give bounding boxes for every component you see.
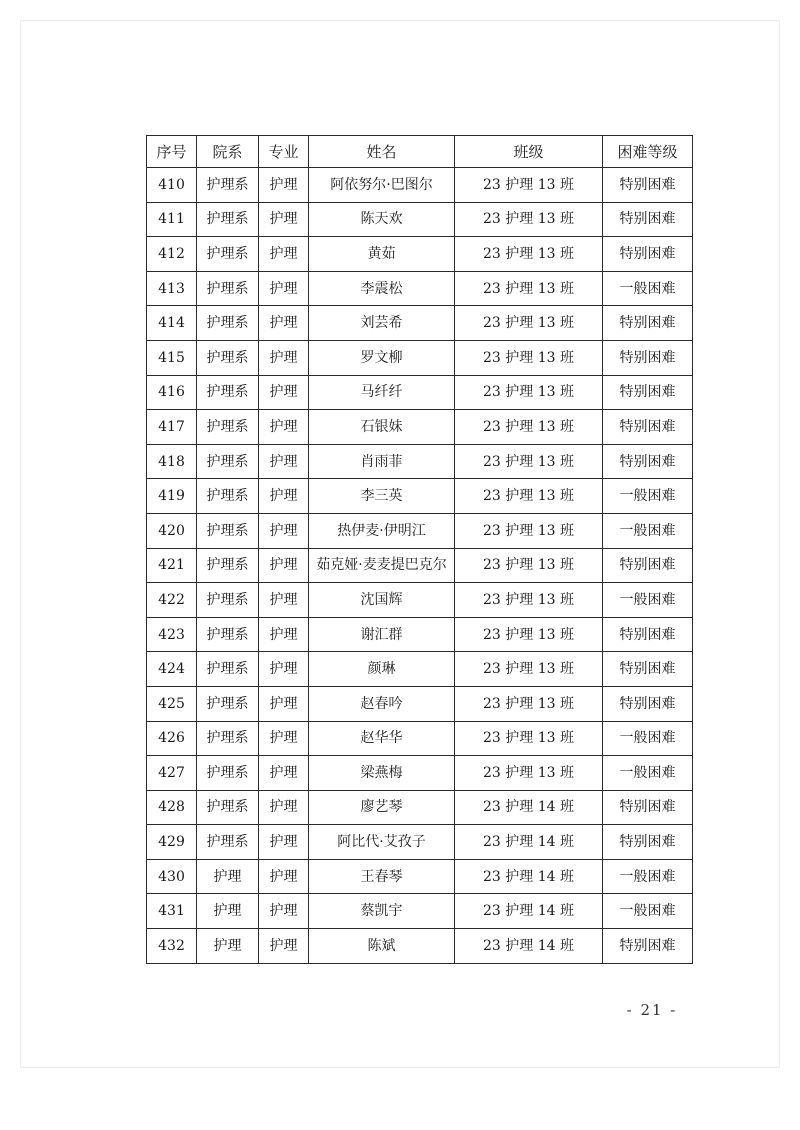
table-row xyxy=(147,894,693,929)
cell-major: 护理 xyxy=(259,375,309,410)
document-page xyxy=(20,20,780,1068)
cell-department: 护理系 xyxy=(197,790,259,825)
cell-difficulty-level: 特别困难 xyxy=(603,306,693,341)
cell-difficulty-level: 特别困难 xyxy=(603,825,693,860)
cell-difficulty-level: 一般困难 xyxy=(603,513,693,548)
cell-class: 23 护理 13 班 xyxy=(455,513,603,548)
cell-major: 护理 xyxy=(259,686,309,721)
cell-department: 护理系 xyxy=(197,652,259,687)
cell-name: 颜琳 xyxy=(309,652,455,687)
cell-class: 23 护理 13 班 xyxy=(455,479,603,514)
table-row xyxy=(147,202,693,237)
cell-major: 护理 xyxy=(259,859,309,894)
cell-serial-number: 414 xyxy=(147,306,197,341)
cell-difficulty-level: 一般困难 xyxy=(603,859,693,894)
cell-department: 护理系 xyxy=(197,617,259,652)
cell-serial-number: 420 xyxy=(147,513,197,548)
cell-department: 护理系 xyxy=(197,340,259,375)
table-row xyxy=(147,479,693,514)
cell-department: 护理系 xyxy=(197,825,259,860)
cell-name: 蔡凯宇 xyxy=(309,894,455,929)
cell-name: 陈斌 xyxy=(309,929,455,964)
table-body xyxy=(147,168,693,964)
cell-major: 护理 xyxy=(259,306,309,341)
cell-serial-number: 424 xyxy=(147,652,197,687)
cell-serial-number: 432 xyxy=(147,929,197,964)
cell-department: 护理系 xyxy=(197,444,259,479)
cell-department: 护理系 xyxy=(197,271,259,306)
cell-difficulty-level: 一般困难 xyxy=(603,756,693,791)
table-row xyxy=(147,790,693,825)
cell-name: 阿依努尔·巴图尔 xyxy=(309,168,455,203)
cell-major: 护理 xyxy=(259,479,309,514)
cell-department: 护理系 xyxy=(197,548,259,583)
cell-class: 23 护理 13 班 xyxy=(455,271,603,306)
cell-class: 23 护理 13 班 xyxy=(455,548,603,583)
cell-difficulty-level: 特别困难 xyxy=(603,652,693,687)
cell-class: 23 护理 13 班 xyxy=(455,444,603,479)
cell-major: 护理 xyxy=(259,721,309,756)
cell-name: 茹克娅·麦麦提巴克尔 xyxy=(309,548,455,583)
cell-class: 23 护理 13 班 xyxy=(455,721,603,756)
cell-department: 护理系 xyxy=(197,237,259,272)
cell-name: 廖艺琴 xyxy=(309,790,455,825)
header-difficulty-level: 困难等级 xyxy=(603,136,693,168)
cell-serial-number: 416 xyxy=(147,375,197,410)
cell-serial-number: 431 xyxy=(147,894,197,929)
cell-serial-number: 419 xyxy=(147,479,197,514)
cell-difficulty-level: 特别困难 xyxy=(603,375,693,410)
cell-name: 谢汇群 xyxy=(309,617,455,652)
cell-department: 护理系 xyxy=(197,686,259,721)
cell-serial-number: 429 xyxy=(147,825,197,860)
cell-major: 护理 xyxy=(259,340,309,375)
cell-major: 护理 xyxy=(259,237,309,272)
cell-major: 护理 xyxy=(259,548,309,583)
cell-name: 石银妹 xyxy=(309,410,455,445)
cell-serial-number: 426 xyxy=(147,721,197,756)
cell-name: 肖雨菲 xyxy=(309,444,455,479)
cell-difficulty-level: 特别困难 xyxy=(603,686,693,721)
cell-class: 23 护理 14 班 xyxy=(455,894,603,929)
table-row xyxy=(147,825,693,860)
cell-difficulty-level: 特别困难 xyxy=(603,790,693,825)
cell-class: 23 护理 13 班 xyxy=(455,686,603,721)
cell-major: 护理 xyxy=(259,410,309,445)
cell-name: 罗文柳 xyxy=(309,340,455,375)
table-header-row xyxy=(147,136,693,168)
table-row xyxy=(147,721,693,756)
cell-department: 护理系 xyxy=(197,583,259,618)
cell-difficulty-level: 特别困难 xyxy=(603,929,693,964)
cell-name: 黄茹 xyxy=(309,237,455,272)
cell-department: 护理系 xyxy=(197,202,259,237)
header-department: 院系 xyxy=(197,136,259,168)
cell-serial-number: 423 xyxy=(147,617,197,652)
header-class: 班级 xyxy=(455,136,603,168)
cell-serial-number: 417 xyxy=(147,410,197,445)
cell-name: 梁燕梅 xyxy=(309,756,455,791)
cell-serial-number: 425 xyxy=(147,686,197,721)
page-number: - 21 - xyxy=(626,1001,678,1019)
cell-major: 护理 xyxy=(259,617,309,652)
cell-difficulty-level: 特别困难 xyxy=(603,202,693,237)
cell-serial-number: 415 xyxy=(147,340,197,375)
table-row xyxy=(147,756,693,791)
cell-name: 赵华华 xyxy=(309,721,455,756)
cell-major: 护理 xyxy=(259,583,309,618)
cell-difficulty-level: 特别困难 xyxy=(603,444,693,479)
cell-name: 王春琴 xyxy=(309,859,455,894)
cell-department: 护理系 xyxy=(197,410,259,445)
cell-class: 23 护理 13 班 xyxy=(455,410,603,445)
table-row xyxy=(147,168,693,203)
cell-department: 护理系 xyxy=(197,168,259,203)
cell-major: 护理 xyxy=(259,894,309,929)
table-row xyxy=(147,513,693,548)
cell-difficulty-level: 一般困难 xyxy=(603,479,693,514)
table-row xyxy=(147,306,693,341)
cell-class: 23 护理 13 班 xyxy=(455,237,603,272)
cell-major: 护理 xyxy=(259,444,309,479)
table-row xyxy=(147,340,693,375)
cell-serial-number: 427 xyxy=(147,756,197,791)
cell-difficulty-level: 一般困难 xyxy=(603,583,693,618)
cell-department: 护理系 xyxy=(197,513,259,548)
cell-difficulty-level: 特别困难 xyxy=(603,548,693,583)
cell-class: 23 护理 14 班 xyxy=(455,825,603,860)
header-name: 姓名 xyxy=(309,136,455,168)
cell-department: 护理系 xyxy=(197,375,259,410)
cell-department: 护理 xyxy=(197,894,259,929)
cell-serial-number: 412 xyxy=(147,237,197,272)
cell-serial-number: 411 xyxy=(147,202,197,237)
cell-difficulty-level: 特别困难 xyxy=(603,237,693,272)
cell-name: 李震松 xyxy=(309,271,455,306)
table-row xyxy=(147,375,693,410)
cell-serial-number: 421 xyxy=(147,548,197,583)
cell-major: 护理 xyxy=(259,271,309,306)
cell-major: 护理 xyxy=(259,790,309,825)
cell-class: 23 护理 13 班 xyxy=(455,617,603,652)
cell-class: 23 护理 13 班 xyxy=(455,306,603,341)
cell-difficulty-level: 特别困难 xyxy=(603,340,693,375)
cell-name: 马纤纤 xyxy=(309,375,455,410)
table-row xyxy=(147,617,693,652)
cell-name: 刘芸希 xyxy=(309,306,455,341)
table-row xyxy=(147,859,693,894)
table-row xyxy=(147,271,693,306)
table-row xyxy=(147,237,693,272)
cell-department: 护理系 xyxy=(197,306,259,341)
cell-class: 23 护理 14 班 xyxy=(455,790,603,825)
cell-major: 护理 xyxy=(259,202,309,237)
cell-class: 23 护理 13 班 xyxy=(455,202,603,237)
cell-class: 23 护理 13 班 xyxy=(455,340,603,375)
cell-class: 23 护理 13 班 xyxy=(455,756,603,791)
header-major: 专业 xyxy=(259,136,309,168)
cell-name: 陈天欢 xyxy=(309,202,455,237)
cell-difficulty-level: 一般困难 xyxy=(603,894,693,929)
table-row xyxy=(147,652,693,687)
cell-difficulty-level: 特别困难 xyxy=(603,617,693,652)
cell-class: 23 护理 14 班 xyxy=(455,859,603,894)
cell-department: 护理系 xyxy=(197,721,259,756)
cell-name: 李三英 xyxy=(309,479,455,514)
cell-serial-number: 428 xyxy=(147,790,197,825)
cell-difficulty-level: 特别困难 xyxy=(603,168,693,203)
cell-serial-number: 410 xyxy=(147,168,197,203)
cell-name: 阿比代·艾孜子 xyxy=(309,825,455,860)
cell-serial-number: 413 xyxy=(147,271,197,306)
table-row xyxy=(147,548,693,583)
cell-department: 护理系 xyxy=(197,479,259,514)
table-row xyxy=(147,410,693,445)
cell-major: 护理 xyxy=(259,652,309,687)
header-serial-number: 序号 xyxy=(147,136,197,168)
cell-class: 23 护理 13 班 xyxy=(455,583,603,618)
table-row xyxy=(147,444,693,479)
cell-serial-number: 422 xyxy=(147,583,197,618)
table-row xyxy=(147,686,693,721)
cell-name: 赵春吟 xyxy=(309,686,455,721)
cell-department: 护理 xyxy=(197,929,259,964)
cell-department: 护理 xyxy=(197,859,259,894)
cell-difficulty-level: 特别困难 xyxy=(603,410,693,445)
cell-major: 护理 xyxy=(259,513,309,548)
cell-difficulty-level: 一般困难 xyxy=(603,271,693,306)
cell-major: 护理 xyxy=(259,825,309,860)
student-roster-table xyxy=(146,135,693,964)
cell-class: 23 护理 14 班 xyxy=(455,929,603,964)
cell-name: 沈国辉 xyxy=(309,583,455,618)
table-row xyxy=(147,583,693,618)
cell-class: 23 护理 13 班 xyxy=(455,375,603,410)
cell-major: 护理 xyxy=(259,929,309,964)
cell-serial-number: 418 xyxy=(147,444,197,479)
cell-major: 护理 xyxy=(259,756,309,791)
table-row xyxy=(147,929,693,964)
cell-name: 热伊麦·伊明江 xyxy=(309,513,455,548)
cell-class: 23 护理 13 班 xyxy=(455,168,603,203)
cell-serial-number: 430 xyxy=(147,859,197,894)
cell-major: 护理 xyxy=(259,168,309,203)
cell-difficulty-level: 一般困难 xyxy=(603,721,693,756)
cell-class: 23 护理 13 班 xyxy=(455,652,603,687)
cell-department: 护理系 xyxy=(197,756,259,791)
